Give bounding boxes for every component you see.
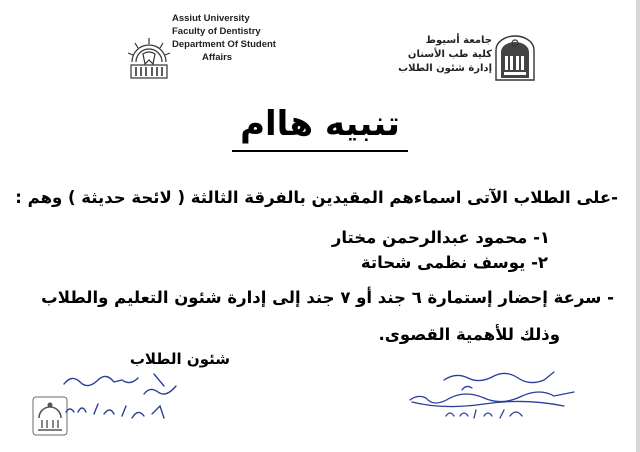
student-item: ١- محمود عبدالرحمن مختار [331,228,550,247]
ar-header-line: كلية طب الأسنان [407,49,492,60]
signature-title: شئون الطلاب [129,350,230,368]
student-item: ٢- يوسف نظمى شحاتة [360,253,548,272]
ar-header-line: إدارة شئون الطلاب [398,63,492,74]
en-header-line: Affairs [202,52,233,63]
notice-intro: -على الطلاب الآتى اسماءهم المقيدين بالفرقة الثالثة ( لائحة حديثة ) وهم : [15,188,618,207]
en-header-line: Faculty of Dentistry [172,26,261,37]
en-header-line: Department Of Student [172,39,276,50]
notice-closing: وذلك للأهمية القصوى. [378,325,560,344]
english-header [172,12,292,64]
arabic-header [388,34,492,76]
title-underline [232,150,408,152]
dentistry-emblem-icon [126,32,172,82]
handwritten-signature-icon [404,368,590,424]
handwritten-signature-icon [60,366,200,428]
en-header-line: Assiut University [172,13,250,24]
notice-title: تنبيه هاام [240,104,400,144]
scan-edge [636,0,640,452]
notice-instruction: - سرعة إحضار إستمارة ٦ جند أو ٧ جند إلى إدارة شئون التعليم والطلاب [41,288,614,307]
assiut-university-emblem-icon [492,34,538,84]
ar-header-line: جامعة أسيوط [425,35,492,46]
